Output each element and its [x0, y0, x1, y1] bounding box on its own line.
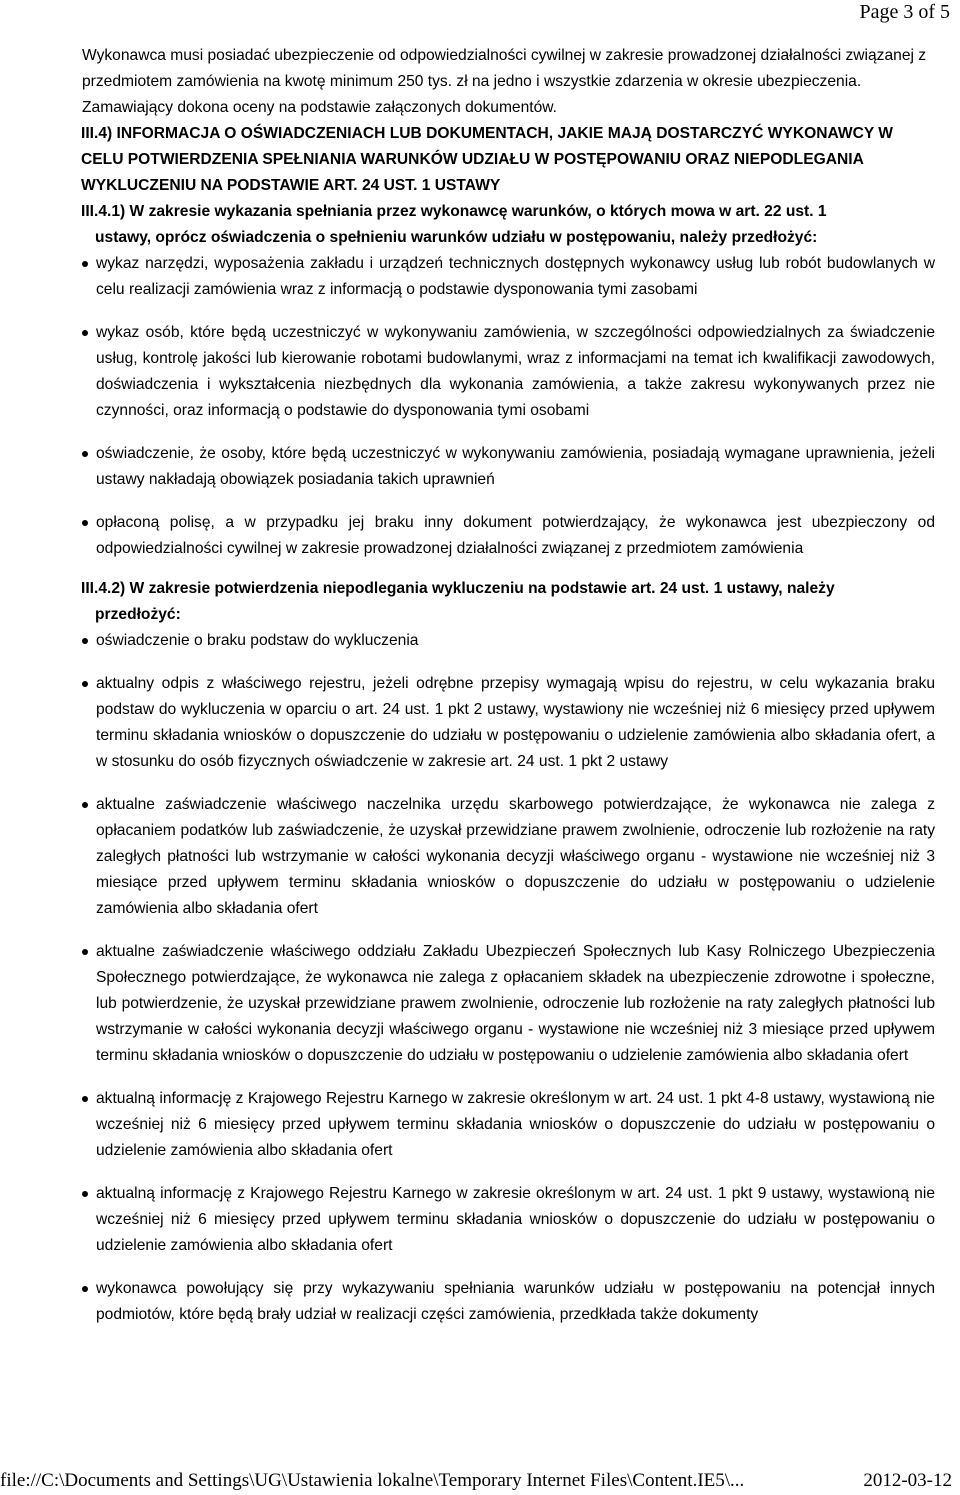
bullet-icon [82, 802, 88, 808]
list-item: aktualną informację z Krajowego Rejestru Karnego w zakresie określonym w art. 24 ust. 1 pkt 9 ustawy, wystawioną nie wcześniej niż 6 miesięcy przed upływem terminu składania wniosków o dopuszczenie do udziału w postępowaniu o udzielenie zamówienia albo składania ofert [96, 1181, 935, 1259]
bullet-icon [82, 1286, 88, 1292]
list-item: aktualne zaświadczenie właściwego naczelnika urzędu skarbowego potwierdzające, że wykonawca nie zalega z opłacaniem podatków lub zaświadczenie, że uzyskał przewidziane prawem zwolnienie, odroczenie lub rozłożenie na raty zaległych płatności lub wstrzymanie w całości wykonania decyzji właściwego organu - wystawione nie wcześniej niż 3 miesiące przed upływem terminu składania wniosków o dopuszczenie do udziału w postępowaniu o udzielenie zamówienia albo składania ofert [96, 792, 935, 922]
bullet-icon [82, 638, 88, 644]
bullet-icon [82, 949, 88, 955]
bullet-icon [82, 520, 88, 526]
list-item: aktualny odpis z właściwego rejestru, jeżeli odrębne przepisy wymagają wpisu do rejestru, w celu wykazania braku podstaw do wykluczenia w oparciu o art. 24 ust. 1 pkt 2 ustawy, wystawiony nie wcześniej niż 6 miesięcy przed upływem terminu składania wniosków o dopuszczenie do udziału w postępowaniu o udzielenie zamówienia albo składania ofert, a w stosunku do osób fizycznych oświadczenie w zakresie art. 24 ust. 1 pkt 2 ustawy [96, 671, 935, 775]
list-item: wykaz narzędzi, wyposażenia zakładu i urządzeń technicznych dostępnych wykonawcy usług lub robót budowlanych w celu realizacji zamówienia wraz z informacją o podstawie dysponowania tymi zasobami [96, 251, 935, 303]
list-item: opłaconą polisę, a w przypadku jej braku inny dokument potwierdzający, że wykonawca jest ubezpieczony od odpowiedzialności cywilnej w zakresie prowadzonej działalności związanej z przedmiotem zamówienia [96, 510, 935, 562]
document-body [82, 43, 935, 1342]
bullet-icon [82, 681, 88, 687]
footer-file-path: file://C:\Documents and Settings\UG\Ustawienia lokalne\Temporary Internet Files\Content.IE5\... [0, 1470, 745, 1491]
bullet-icon [82, 330, 88, 336]
bullet-icon [82, 261, 88, 267]
subsection-heading-2-line2: przedłożyć: [95, 606, 181, 623]
bullet-icon [82, 1191, 88, 1197]
page-number: Page 3 of 5 [859, 1, 950, 23]
subsection-heading-1 [81, 199, 935, 251]
subsection-heading-1-line2: ustawy, oprócz oświadczenia o spełnieniu warunków udziału w postępowaniu, należy przedłożyć: [95, 229, 818, 246]
list-item: wykonawca powołujący się przy wykazywaniu spełniania warunków udziału w postępowaniu na potencjał innych podmiotów, które będą brały udział w realizacji części zamówienia, przedkłada także dokumenty [96, 1276, 935, 1328]
bullet-icon [82, 1096, 88, 1102]
subsection-heading-2 [81, 576, 935, 628]
list-item: aktualną informację z Krajowego Rejestru Karnego w zakresie określonym w art. 24 ust. 1 pkt 4-8 ustawy, wystawioną nie wcześniej niż 6 miesięcy przed upływem terminu składania wniosków o dopuszczenie do udziału w postępowaniu o udzielenie zamówienia albo składania ofert [96, 1086, 935, 1164]
section-heading: III.4) INFORMACJA O OŚWIADCZENIACH LUB DOKUMENTACH, JAKIE MAJĄ DOSTARCZYĆ WYKONAWCY W CELU POTWIERDZENIA SPEŁNIANIA WARUNKÓW UDZIAŁU W POSTĘPOWANIU ORAZ NIEPODLEGANIA WYKLUCZENIU NA PODSTAWIE ART. 24 UST. 1 USTAWY [81, 125, 894, 194]
page-footer [0, 1469, 952, 1493]
subsection-heading-2-line1: III.4.2) W zakresie potwierdzenia niepodlegania wykluczeniu na podstawie art. 24 ust. 1 ustawy, należy [81, 580, 835, 597]
sub1-list [82, 251, 935, 562]
list-item: wykaz osób, które będą uczestniczyć w wykonywaniu zamówienia, w szczególności odpowiedzialnych za świadczenie usług, kontrolę jakości lub kierowanie robotami budowlanymi, wraz z informacjami na temat ich kwalifikacji zawodowych, doświadczenia i wykształcenia niezbędnych dla wykonania zamówienia, a także zakresu wykonywanych przez nie czynności, oraz informacją o podstawie do dysponowania tymi osobami [96, 320, 935, 424]
intro-paragraph: Wykonawca musi posiadać ubezpieczenie od odpowiedzialności cywilnej w zakresie prowadzonej działalności związanej z przedmiotem zamówienia na kwotę minimum 250 tys. zł na jedno i wszystkie zdarzenia w okresie ubezpieczenia. Zamawiający dokona oceny na podstawie załączonych dokumentów. [82, 47, 927, 116]
list-item: oświadczenie, że osoby, które będą uczestniczyć w wykonywaniu zamówienia, posiadają wymagane uprawnienia, jeżeli ustawy nakładają obowiązek posiadania takich uprawnień [96, 441, 935, 493]
bullet-icon [82, 451, 88, 457]
list-item: aktualne zaświadczenie właściwego oddziału Zakładu Ubezpieczeń Społecznych lub Kasy Rolniczego Ubezpieczenia Społecznego potwierdzające, że wykonawca nie zalega z opłacaniem składek na ubezpieczenie zdrowotne i społeczne, lub potwierdzenie, że uzyskał przewidziane prawem zwolnienie, odroczenie lub rozłożenie na raty zaległych płatności lub wstrzymanie w całości wykonania decyzji właściwego organu - wystawione nie wcześniej niż 3 miesiące przed upływem terminu składania wniosków o dopuszczenie do udziału w postępowaniu o udzielenie zamówienia albo składania ofert [96, 939, 935, 1069]
sub2-list [82, 628, 935, 1328]
subsection-heading-1-line1: III.4.1) W zakresie wykazania spełniania przez wykonawcę warunków, o których mowa w art. 22 ust. 1 [81, 203, 827, 220]
footer-date: 2012-03-12 [863, 1470, 952, 1491]
list-item: oświadczenie o braku podstaw do wykluczenia [96, 628, 935, 654]
